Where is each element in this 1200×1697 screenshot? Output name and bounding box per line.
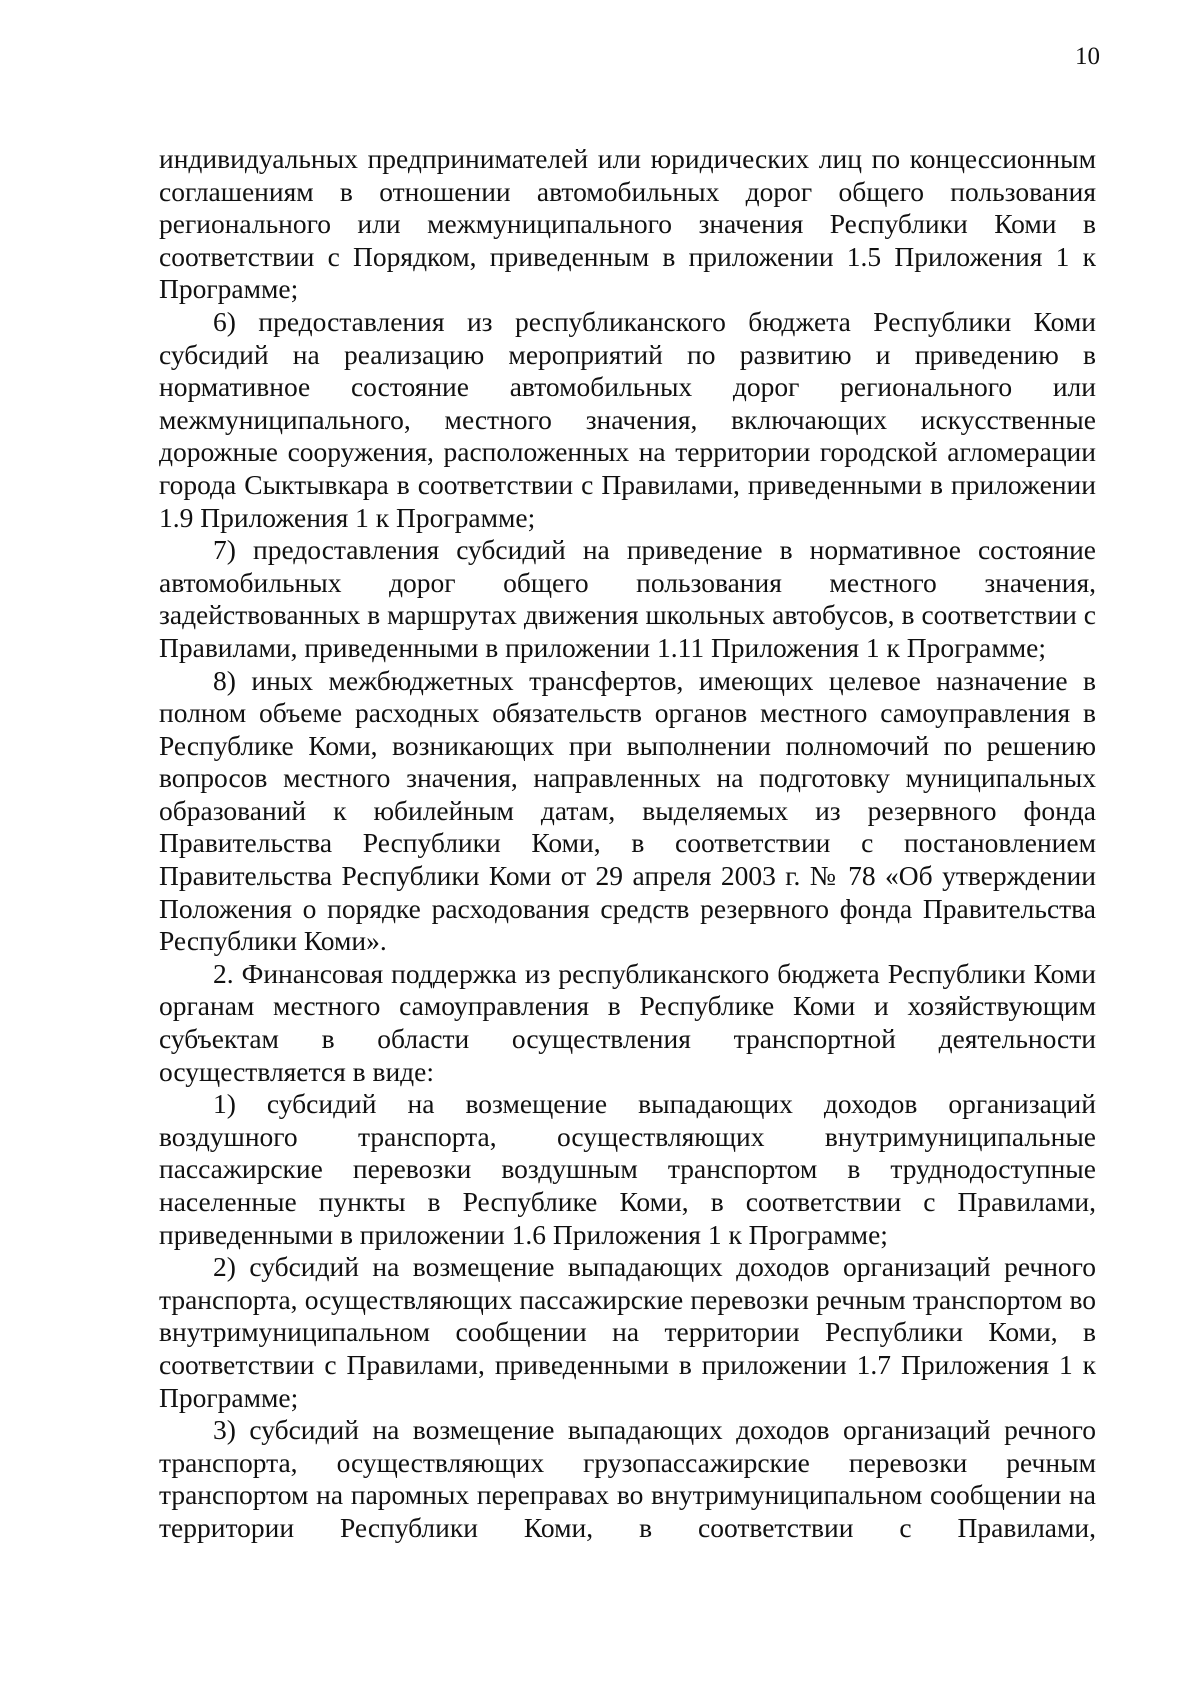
page-number: 10 <box>1075 43 1100 70</box>
document-body <box>159 143 1096 1545</box>
paragraph-section-2: 2. Финансовая поддержка из республиканского бюджета Республики Коми органам местного самоуправления в Республике Коми и хозяйствующим субъектам в области осуществления транспортной деятельности осуществляется в виде: <box>159 957 1096 1087</box>
paragraph-item-8: 8) иных межбюджетных трансфертов, имеющих целевое назначение в полном объеме расходных обязательств органов местного самоуправления в Республике Коми, возникающих при выполнении полномочий по решению вопросов местного значения, направленных на подготовку муниципальных образований к юбилейным датам, выделяемых из резервного фонда Правительства Республики Коми, в соответствии с постановлением Правительства Республики Коми от 29 апреля 2003 г. № 78 «Об утверждении Положения о порядке расходования средств резервного фонда Правительства Республики Коми». <box>159 664 1096 957</box>
paragraph-continuation: индивидуальных предпринимателей или юридических лиц по концессионным соглашениям в отношении автомобильных дорог общего пользования регионального или межмуниципального значения Республики Коми в соответствии с Порядком, приведенным в приложении 1.5 Приложения 1 к Программе; <box>159 143 1096 305</box>
paragraph-section-2-item-1: 1) субсидий на возмещение выпадающих доходов организаций воздушного транспорта, осуществляющих внутримуниципальные пассажирские перевозки воздушным транспортом в труднодоступные населенные пункты в Республике Коми, в соответствии с Правилами, приведенными в приложении 1.6 Приложения 1 к Программе; <box>159 1088 1096 1250</box>
paragraph-section-2-item-3: 3) субсидий на возмещение выпадающих доходов организаций речного транспорта, осуществляющих грузопассажирские перевозки речным транспортом на паромных переправах во внутримуниципальном сообщении на территории Республики Коми, в соответствии с Правилами, <box>159 1414 1096 1543</box>
paragraph-section-2-item-2: 2) субсидий на возмещение выпадающих доходов организаций речного транспорта, осуществляющих пассажирские перевозки речным транспортом во внутримуниципальном сообщении на территории Республики Коми, в соответствии с Правилами, приведенными в приложении 1.7 Приложения 1 к Программе; <box>159 1251 1096 1413</box>
paragraph-item-6: 6) предоставления из республиканского бюджета Республики Коми субсидий на реализацию мероприятий по развитию и приведению в нормативное состояние автомобильных дорог регионального или межмуниципального, местного значения, включающих искусственные дорожные сооружения, расположенных на территории городской агломерации города Сыктывкара в соответствии с Правилами, приведенными в приложении 1.9 Приложения 1 к Программе; <box>159 305 1096 533</box>
paragraph-item-7: 7) предоставления субсидий на приведение в нормативное состояние автомобильных дорог общего пользования местного значения, задействованных в маршрутах движения школьных автобусов, в соответствии с Правилами, приведенными в приложении 1.11 Приложения 1 к Программе; <box>159 534 1096 663</box>
